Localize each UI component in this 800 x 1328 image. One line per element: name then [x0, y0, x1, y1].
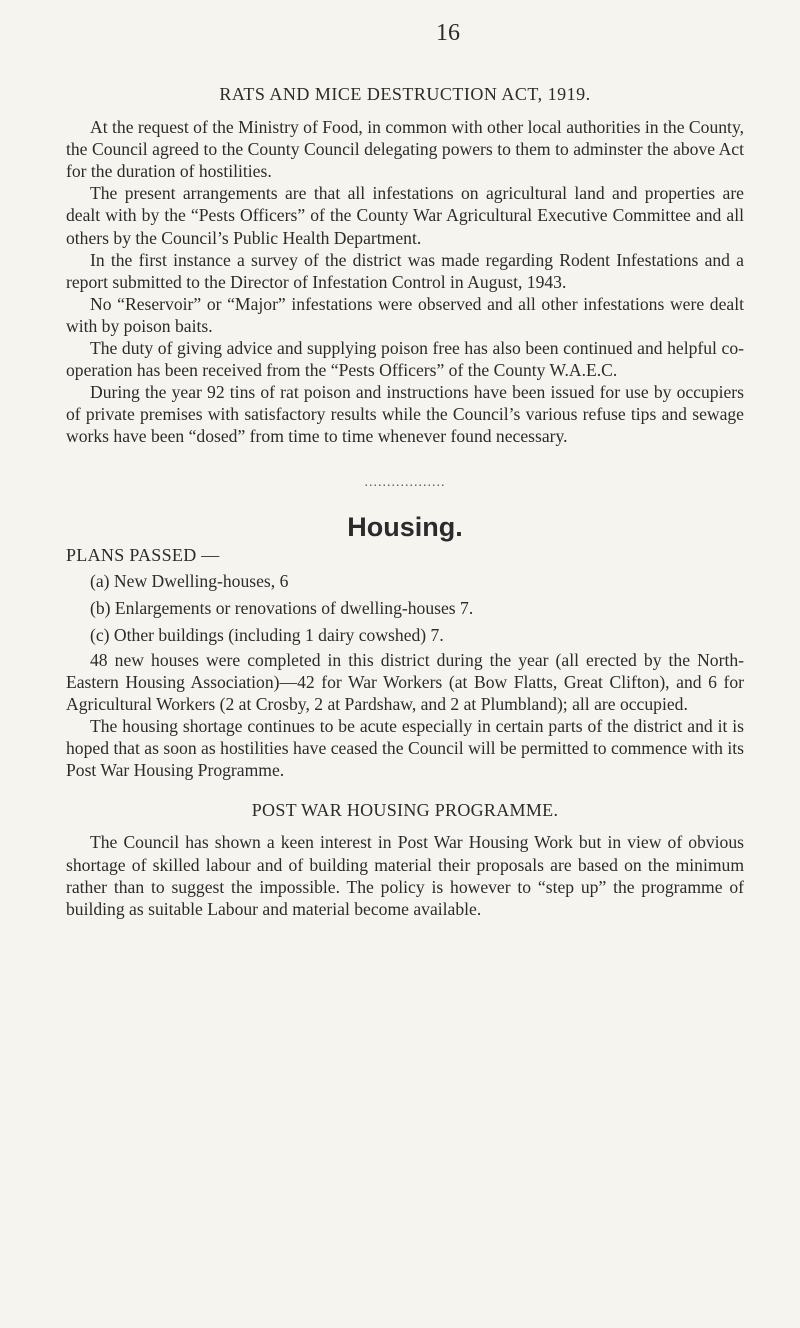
plans-list [66, 568, 744, 649]
plan-item: (a) New Dwelling-houses, 6 [90, 570, 289, 591]
rats-act-heading: RATS AND MICE DESTRUCTION ACT, 1919. [219, 84, 591, 104]
post-war-heading: POST WAR HOUSING PROGRAMME. [251, 800, 559, 821]
housing-paragraph: The housing shortage continues to be acute especially in certain parts of the district and it is hoped that as soon as hostilities have ceased the Council will be permitted to commence with its Post War Housing Programme. [66, 716, 744, 781]
post-war-paragraph: The Council has shown a keen interest in Post War Housing Work but in view of obvious shortage of skilled labour and of building material their proposals are based on the minimum rather than to suggest the impossible. The policy is however to “step up” the programme of building as suitable Labour and material become available. [66, 832, 744, 919]
rats-paragraph: In the first instance a survey of the district was made regarding Rodent Infestations and a report submitted to the Director of Infestation Control in August, 1943. [66, 249, 744, 292]
rats-paragraph: The present arrangements are that all infestations on agricultural land and properties are dealt with by the “Pests Officers” of the County War Agricultural Executive Committee and all others by the Council’s Public Health Department. [66, 183, 744, 248]
plan-item: (c) Other buildings (including 1 dairy cowshed) 7. [90, 624, 444, 645]
page-number: 16 [436, 20, 460, 46]
housing-title: Housing. [347, 511, 463, 542]
rats-paragraph: At the request of the Ministry of Food, in common with other local authorities in the County, the Council agreed to the County Council delegating powers to them to adminster the above Act for the duration of hostilities. [66, 117, 744, 182]
rats-paragraph: During the year 92 tins of rat poison and instructions have been issued for use by occupiers of private premises with satisfactory results while the Council’s various refuse tips and sewage works have been “dosed” from time to time whenever found necessary. [66, 382, 744, 447]
rats-paragraph: The duty of giving advice and supplying poison free has also been continued and helpful co-operation has been received from the “Pests Officers” of the County W.A.E.C. [66, 338, 744, 381]
rats-paragraph: No “Reservoir” or “Major” infestations were observed and all other infestations were dealt with by poison baits. [66, 293, 744, 336]
plans-passed-label: PLANS PASSED — [66, 544, 220, 565]
dotted-separator: .................. [364, 474, 446, 490]
plan-item: (b) Enlargements or renovations of dwelling-houses 7. [90, 597, 474, 618]
page-content [66, 83, 744, 920]
housing-paragraph: 48 new houses were completed in this district during the year (all erected by the North-Eastern Housing Association)—42 for War Workers (at Bow Flatts, Great Clifton), and 6 for Agricultural Workers (2 at Crosby, 2 at Pardshaw, and 2 at Plumbland); all are occupied. [66, 649, 744, 714]
